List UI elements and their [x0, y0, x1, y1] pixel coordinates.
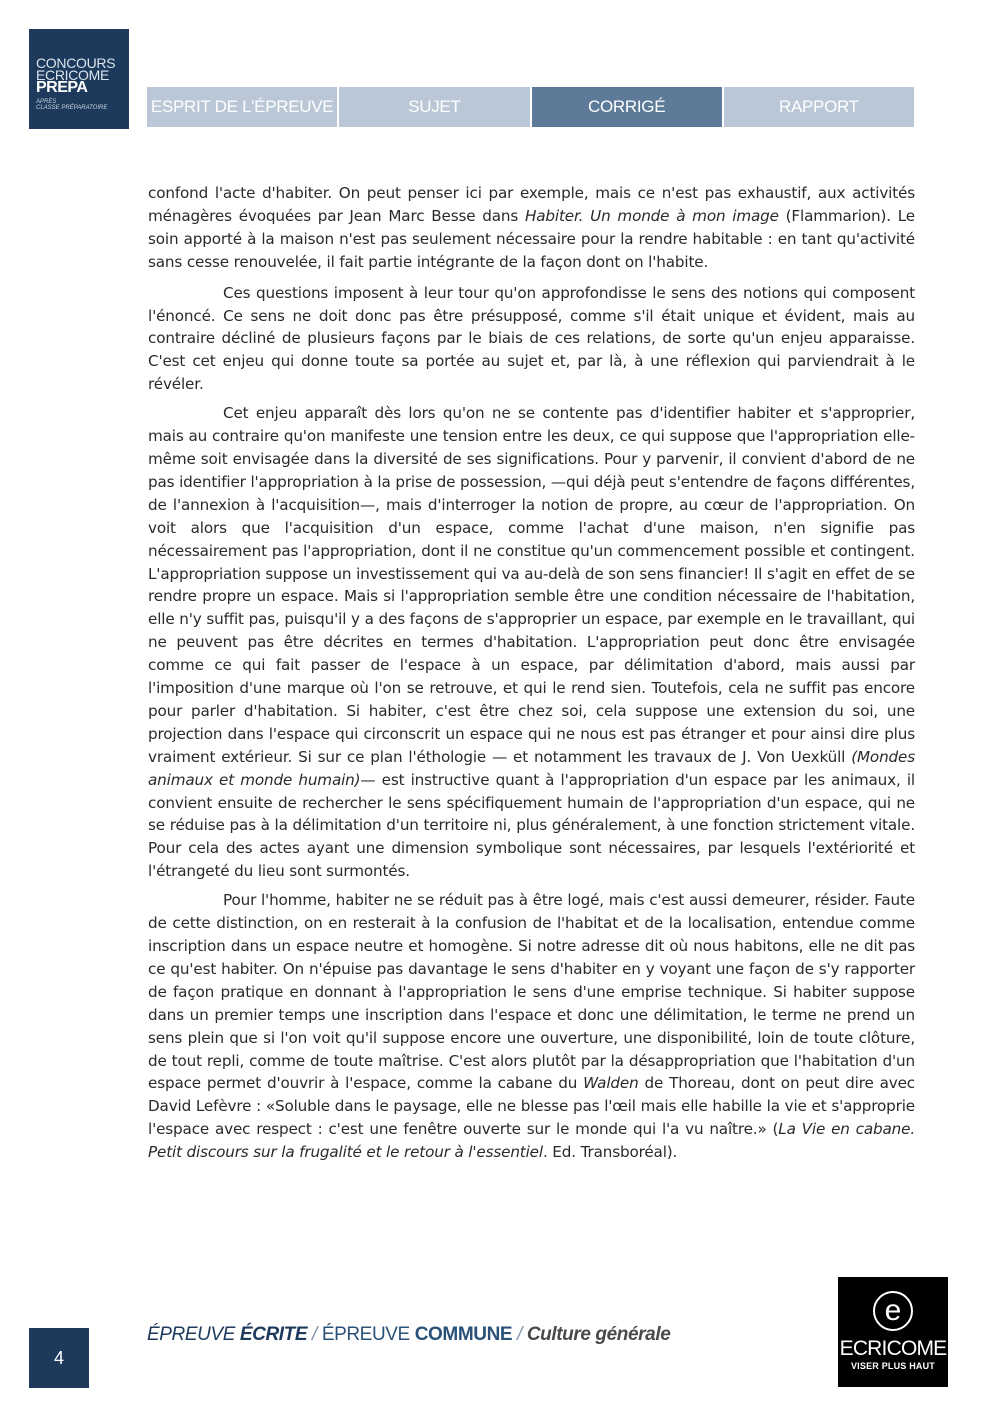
- paragraph-text: — est instructive quant à l'appropriation d'un espace par les animaux, il convient ensuite de rechercher le sens spécifiquement humain de l'appropriation d'un espace, qui ne se réduise pas à la délimitation d'un territoire ni, plus généralement, à une fonction strictement vitale. Pour cela des actes ayant une dimension symbolique sont nécessaires, par lesquels l'extériorité et l'étrangeté du lieu sont surmontés.: [148, 770, 915, 881]
- book-title: Habiter. Un monde à mon image: [524, 206, 779, 225]
- brand-tagline: VISER PLUS HAUT: [850, 1361, 935, 1371]
- footer-part: ÉPREUVE: [321, 1324, 415, 1345]
- logo-line-concours: CONCOURS: [36, 55, 116, 71]
- logo-line-apres: APRÈS: [36, 99, 57, 105]
- tab-esprit-epreuve[interactable]: ESPRIT DE L'ÉPREUVE: [147, 87, 337, 127]
- footer-part: ÉPREUVE: [147, 1324, 240, 1345]
- footer-separator: /: [512, 1324, 527, 1345]
- tab-rapport[interactable]: RAPPORT: [724, 87, 914, 127]
- concours-logo: [29, 29, 129, 129]
- footer-separator: /: [307, 1324, 322, 1345]
- book-title: La Vie en cabane. Petit discours sur la frugalité et le retour à l'essentiel: [148, 1120, 915, 1162]
- footer-part: COMMUNE: [414, 1324, 513, 1345]
- paragraph: [148, 402, 915, 883]
- logo-line-classe: CLASSE PRÉPARATOIRE: [36, 105, 108, 111]
- paragraph-text: (Flammarion). Le soin apporté à la maison n'est pas seulement nécessaire pour la rendre habitable : en tant qu'activité sans cesse renouvelée, il fait partie intégrante de la façon dont on l'habite.: [148, 206, 915, 271]
- tab-corrige[interactable]: CORRIGÉ: [532, 87, 722, 127]
- paragraph: [148, 889, 915, 1164]
- paragraph-text: . Ed. Transboréal).: [542, 1143, 678, 1162]
- paragraph-text: confond l'acte d'habiter. On peut penser ici par exemple, mais ce n'est pas exhaustif, aux activités ménagères évoquées par Jean Marc Besse dans: [148, 184, 915, 225]
- paragraph: [148, 182, 915, 274]
- paragraph: Ces questions imposent à leur tour qu'on approfondisse le sens des notions qui composent l'énoncé. Ce sens ne doit donc pas être présupposé, comme s'il était unique et évident, mais au contraire décliné de plusieurs façons par le biais de ces relations, de sorte qu'un enjeu apparaisse. C'est cet enjeu qui donne toute sa portée au sujet et, par là, à une réflexion qui parviendrait à le révéler.: [148, 283, 915, 394]
- logo-line-ecricome: ECRICOME: [36, 67, 110, 83]
- ecricome-brand-logo: [838, 1277, 948, 1387]
- logo-line-prepa: PREPA: [36, 79, 88, 96]
- section-tabs: [147, 87, 914, 127]
- paragraph-text: Cet enjeu apparaît dès lors qu'on ne se contente pas d'identifier habiter et s'approprier, mais au contraire qu'on manifeste une tension entre les deux, ce qui suppose que l'appropriation elle-même soit envisagée dans la diversité de ses significations. Pour y parvenir, il convient d'abord de ne pas identifier l'appropriation à la prise de possession, —qui déjà peut s'entendre de façons différentes, de l'annexion à l'acquisition—, mais d'interroger la notion de propre, au cœur de l'appropriation. On voit alors que l'acquisition d'un espace, comme l'achat d'une maison, n'en signifie pas nécessairement pas l'appropriation, dont il ne constitue qu'un commencement possible et contingent. L'appropriation suppose un investissement qui va au-delà de son sens financier! Il s'agit en effet de se rendre propre un espace. Mais si l'appropriation semble être une condition nécessaire de l'habitation, elle n'y suffit pas, puisqu'il y a des façons de s'approprier un espace, par exemple en le travaillant, qui ne peuvent pas être décrites en termes d'habitation. L'appropriation peut donc être envisagée comme ce qui fait passer de l'espace à un espace, par délimitation d'abord, mais aussi par l'imposition d'une marque où l'on se retrouve, et qui le rend sien. Toutefois, cela ne suffit pas encore pour parler d'habitation. Si habiter, c'est être chez soi, cela suppose une extension du soi, une projection dans l'espace qui circonscrit un espace qui ne nous est pas étranger et pour ainsi dire plus vraiment extérieur. Si sur ce plan l'éthologie — et notamment les travaux de J. Von Uexküll: [148, 404, 915, 766]
- book-title: Walden: [583, 1074, 639, 1093]
- footer-subject: Culture générale: [526, 1324, 671, 1345]
- page-number: 4: [29, 1328, 89, 1388]
- book-title: (Mondes animaux et monde humain): [148, 747, 915, 789]
- ecricome-e-icon: e: [873, 1291, 913, 1331]
- footer-part: ÉCRITE: [239, 1324, 308, 1345]
- paragraph-text: de Thoreau, dont on peut dire avec David Lefèvre : «Soluble dans le paysage, elle ne blesse pas l'œil mais elle habille la vie et s'approprie l'espace avec respect : c'est une fenêtre ouverte sur le monde qui l'a vu naître.» (: [148, 1074, 915, 1139]
- tab-sujet[interactable]: SUJET: [339, 87, 529, 127]
- footer-title: [147, 1324, 670, 1346]
- paragraph-text: Pour l'homme, habiter ne se réduit pas à être logé, mais c'est aussi demeurer, résider. Faute de cette distinction, on en resterait à la confusion de l'habitat et de la localisation, entendue comme inscription dans un espace neutre et homogène. Si notre adresse dit où nous habitons, elle ne dit pas ce qu'est habiter. On n'épuise pas davantage le sens d'habiter en y voyant une façon de s'y rapporter de façon pratique en donnant à l'appropriation le sens d'une emprise technique. Si habiter suppose dans un premier temps une inscription dans l'espace et donc une délimitation, le terme ne prend un sens plein que si l'on voit qu'il suppose encore une ouverture, une disponibilité, loin de toute clôture, de tout repli, comme de toute maîtrise. C'est alors plutôt par la désappropriation que l'habitation d'un espace permet d'ouvrir à l'espace, comme la cabane du: [148, 891, 915, 1093]
- document-body: [148, 182, 915, 1170]
- brand-name: ECRICOME: [839, 1337, 947, 1360]
